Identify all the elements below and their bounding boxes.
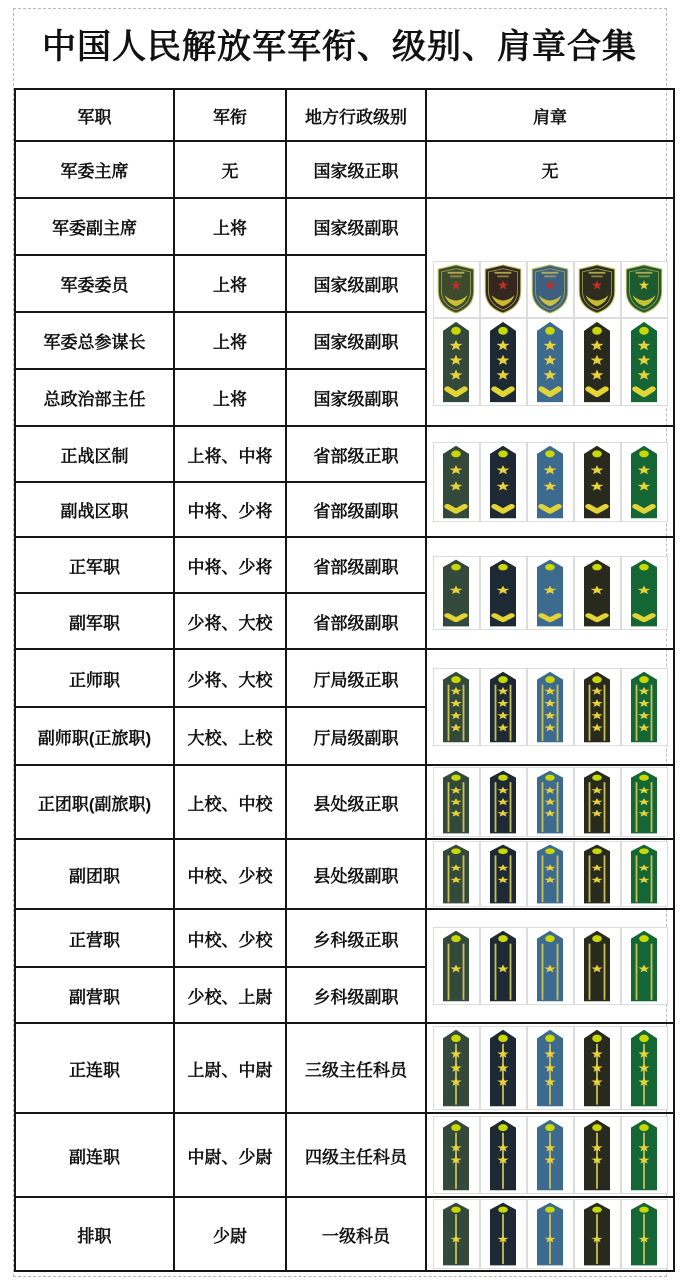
epaulette-g7-branch3 [527,927,574,1005]
table-row [15,426,674,482]
epaulette-g5-branch2 [480,767,527,837]
cell-civil-level: 厅局级正职 [286,649,426,707]
cell-position: 正团职(副旅职) [15,765,174,839]
cell-insignia-shangwei [426,1023,674,1113]
epaulette-g7-branch2 [480,927,527,1005]
arm-patch-branch4 [574,261,621,318]
epaulette-g2-branch4 [574,442,621,522]
epaulette-g6-branch1 [433,841,480,907]
table-row [15,1113,674,1197]
epaulette-g2-branch1 [433,442,480,522]
epaulette-strip-shangjiang [427,318,673,406]
cell-rank: 中校、少校 [174,839,286,909]
table-row [15,649,674,707]
table-row [15,909,674,967]
arm-patch-branch5 [621,261,668,318]
epaulette-g1-branch1 [433,318,480,406]
cell-civil-level: 四级主任科员 [286,1113,426,1197]
epaulette-g10-branch1 [433,1199,480,1269]
epaulette-g6-branch4 [574,841,621,907]
epaulette-g4-branch4 [574,668,621,746]
epaulette-strip-shaojiang [427,556,673,630]
epaulette-g8-branch2 [480,1026,527,1110]
header-rank: 军衔 [174,89,286,141]
cell-civil-level: 一级科员 [286,1197,426,1271]
epaulette-g6-branch5 [621,841,668,907]
cell-position: 副营职 [15,967,174,1023]
cell-insignia-zhongjiang [426,426,674,537]
cell-position: 副军职 [15,593,174,649]
cell-civil-level: 国家级副职 [286,369,426,426]
table-row [15,537,674,593]
rank-table [14,88,675,1272]
epaulette-strip-shaowei [427,1199,673,1269]
epaulette-g2-branch3 [527,442,574,522]
cell-position: 军委主席 [15,141,174,198]
epaulette-strip-zhongxiao [427,841,673,907]
epaulette-g9-branch1 [433,1116,480,1194]
cell-position: 军委委员 [15,255,174,312]
epaulette-g4-branch3 [527,668,574,746]
epaulette-g4-branch1 [433,668,480,746]
cell-rank: 少将、大校 [174,649,286,707]
cell-position: 副师职(正旅职) [15,707,174,765]
cell-insignia-dajiao [426,649,674,765]
epaulette-g1-branch5 [621,318,668,406]
cell-insignia-shangxiao [426,765,674,839]
cell-position: 正师职 [15,649,174,707]
cell-rank: 中将、少将 [174,537,286,593]
cell-rank: 少将、大校 [174,593,286,649]
cell-civil-level: 县处级正职 [286,765,426,839]
cell-rank: 上将 [174,198,286,255]
table-row [15,765,674,839]
epaulette-g5-branch4 [574,767,621,837]
epaulette-strip-zhongwei [427,1116,673,1194]
epaulette-g3-branch4 [574,556,621,630]
epaulette-g10-branch3 [527,1199,574,1269]
epaulette-g7-branch1 [433,927,480,1005]
table-row [15,1023,674,1113]
table-row [15,1197,674,1271]
epaulette-g3-branch2 [480,556,527,630]
cell-insignia-shangjiang [426,198,674,426]
cell-position: 正战区制 [15,426,174,482]
epaulette-g7-branch5 [621,927,668,1005]
epaulette-g8-branch4 [574,1026,621,1110]
cell-rank: 少尉 [174,1197,286,1271]
cell-rank: 中尉、少尉 [174,1113,286,1197]
cell-position: 军委副主席 [15,198,174,255]
cell-civil-level: 省部级副职 [286,593,426,649]
epaulette-g9-branch5 [621,1116,668,1194]
epaulette-g1-branch2 [480,318,527,406]
cell-position: 正军职 [15,537,174,593]
cell-position: 正营职 [15,909,174,967]
cell-civil-level: 县处级副职 [286,839,426,909]
cell-civil-level: 省部级副职 [286,482,426,537]
epaulette-g8-branch3 [527,1026,574,1110]
epaulette-g3-branch3 [527,556,574,630]
epaulette-g1-branch4 [574,318,621,406]
cell-rank: 上校、中校 [174,765,286,839]
cell-insignia-shaowei [426,1197,674,1271]
cell-insignia-zhongwei [426,1113,674,1197]
cell-rank: 中将、少将 [174,482,286,537]
cell-position: 军委总参谋长 [15,312,174,369]
cell-rank: 少校、上尉 [174,967,286,1023]
cell-position: 正连职 [15,1023,174,1113]
cell-rank: 上将 [174,369,286,426]
epaulette-g9-branch2 [480,1116,527,1194]
epaulette-g5-branch5 [621,767,668,837]
epaulette-strip-shangwei [427,1026,673,1110]
header-row [15,89,674,141]
page-title: 中国人民解放军军衔、级别、肩章合集 [42,29,637,66]
epaulette-g2-branch2 [480,442,527,522]
cell-position: 排职 [15,1197,174,1271]
epaulette-g1-branch3 [527,318,574,406]
cell-rank: 上将 [174,312,286,369]
epaulette-strip-daxiao [427,668,673,746]
epaulette-g6-branch3 [527,841,574,907]
arm-patch-branch1 [433,261,480,318]
epaulette-g5-branch3 [527,767,574,837]
epaulette-g6-branch2 [480,841,527,907]
arm-patch-strip [427,261,673,318]
epaulette-g4-branch5 [621,668,668,746]
cell-position: 总政治部主任 [15,369,174,426]
epaulette-g2-branch5 [621,442,668,522]
cell-civil-level: 国家级副职 [286,198,426,255]
epaulette-g8-branch1 [433,1026,480,1110]
epaulette-strip-zhongjiang [427,442,673,522]
cell-civil-level: 省部级正职 [286,426,426,482]
epaulette-g3-branch1 [433,556,480,630]
cell-position: 副连职 [15,1113,174,1197]
epaulette-g10-branch2 [480,1199,527,1269]
cell-position: 副战区职 [15,482,174,537]
epaulette-g10-branch5 [621,1199,668,1269]
cell-civil-level: 国家级副职 [286,255,426,312]
cell-rank: 上将 [174,255,286,312]
cell-rank: 上将、中将 [174,426,286,482]
cell-civil-level: 国家级副职 [286,312,426,369]
epaulette-g5-branch1 [433,767,480,837]
cell-civil-level: 乡科级副职 [286,967,426,1023]
cell-rank: 大校、上校 [174,707,286,765]
header-insignia: 肩章 [426,89,674,141]
epaulette-g9-branch4 [574,1116,621,1194]
epaulette-strip-shangxiao [427,767,673,837]
epaulette-g8-branch5 [621,1026,668,1110]
epaulette-g9-branch3 [527,1116,574,1194]
epaulette-g3-branch5 [621,556,668,630]
cell-insignia-none: 无 [426,141,674,198]
header-civil-level: 地方行政级别 [286,89,426,141]
epaulette-g10-branch4 [574,1199,621,1269]
cell-position: 副团职 [15,839,174,909]
cell-insignia-shaoxiao [426,909,674,1023]
cell-rank: 中校、少校 [174,909,286,967]
cell-civil-level: 厅局级副职 [286,707,426,765]
epaulette-g4-branch2 [480,668,527,746]
arm-patch-branch3 [527,261,574,318]
cell-civil-level: 三级主任科员 [286,1023,426,1113]
cell-rank: 上尉、中尉 [174,1023,286,1113]
cell-insignia-zhongxiao [426,839,674,909]
epaulette-strip-shaoxiao [427,927,673,1005]
table-row [15,141,674,198]
table-row [15,198,674,255]
cell-insignia-shaojiang [426,537,674,649]
cell-civil-level: 乡科级正职 [286,909,426,967]
epaulette-g7-branch4 [574,927,621,1005]
cell-civil-level: 省部级副职 [286,537,426,593]
cell-civil-level: 国家级正职 [286,141,426,198]
header-position: 军职 [15,89,174,141]
arm-patch-branch2 [480,261,527,318]
cell-rank: 无 [174,141,286,198]
table-row [15,839,674,909]
